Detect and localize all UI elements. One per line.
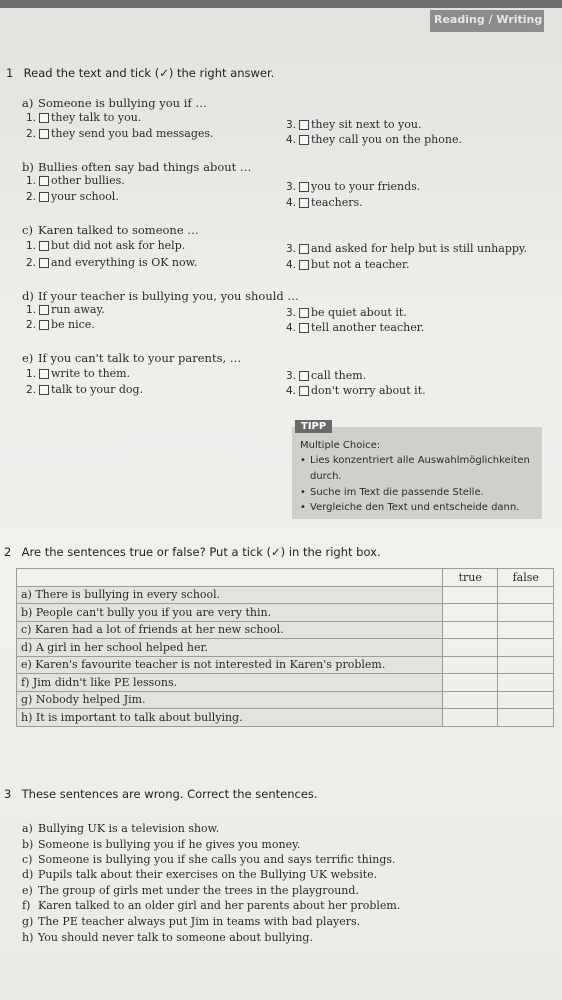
option-label: be nice. xyxy=(51,318,95,331)
question-text: Someone is bullying you if … xyxy=(38,96,207,110)
question-text: Bullies often say bad things about … xyxy=(38,160,252,174)
option-number: 4. xyxy=(285,384,296,397)
option-number: 1. xyxy=(25,111,36,124)
task3-heading xyxy=(4,787,318,801)
sentence-h xyxy=(22,931,313,944)
true-box[interactable] xyxy=(442,586,498,604)
sentence-text: The PE teacher always put Jim in teams with bad players. xyxy=(38,915,361,928)
option-number: 4. xyxy=(285,133,296,146)
sentence-c xyxy=(22,853,396,866)
false-box[interactable] xyxy=(498,691,554,709)
tipp-title: Multiple Choice: xyxy=(300,440,381,451)
question-text: If you can't talk to your parents, … xyxy=(38,351,242,365)
option-label: write to them. xyxy=(51,367,131,380)
option-d3[interactable] xyxy=(278,306,407,319)
sentence-text: The group of girls met under the trees in the playground. xyxy=(38,884,359,897)
option-number: 1. xyxy=(25,303,36,316)
sentence-text: You should never talk to someone about bullying. xyxy=(38,931,313,944)
sentence-text: Karen talked to an older girl and her parents about her problem. xyxy=(38,899,401,912)
task-number: 2 xyxy=(4,545,12,559)
true-box[interactable] xyxy=(442,674,498,692)
option-label: don't worry about it. xyxy=(311,384,426,397)
checkbox[interactable] xyxy=(39,192,49,202)
table-row xyxy=(17,691,554,709)
sentence-letter: a) xyxy=(22,822,33,835)
option-label: but not a teacher. xyxy=(311,258,410,271)
statement-cell: g) Nobody helped Jim. xyxy=(17,691,443,709)
table-row xyxy=(17,604,554,622)
header-label: Reading / Writing xyxy=(434,13,543,26)
question-b xyxy=(22,160,251,174)
option-number: 3. xyxy=(285,306,296,319)
checkbox[interactable] xyxy=(39,258,49,268)
option-a1[interactable] xyxy=(18,111,141,124)
sentence-letter: e) xyxy=(22,884,33,897)
tipp-item-text: durch. xyxy=(310,471,342,482)
question-letter: e) xyxy=(22,351,34,365)
sentence-letter: c) xyxy=(22,853,33,866)
option-label: they call you on the phone. xyxy=(311,133,462,146)
question-c xyxy=(22,223,199,237)
true-box[interactable] xyxy=(442,656,498,674)
option-a2[interactable] xyxy=(18,127,214,140)
checkbox[interactable] xyxy=(39,320,49,330)
table-row xyxy=(17,621,554,639)
sentence-g xyxy=(22,915,360,928)
statement-cell: b) People can't bully you if you are very thin. xyxy=(17,604,443,622)
option-label: talk to your dog. xyxy=(51,383,144,396)
option-label: and asked for help but is still unhappy. xyxy=(311,242,528,255)
checkbox[interactable] xyxy=(39,385,49,395)
table-header-row xyxy=(17,569,554,587)
header-false: false xyxy=(498,569,554,587)
checkbox[interactable] xyxy=(39,176,49,186)
tipp-item-text: Suche im Text die passende Stelle. xyxy=(310,487,484,498)
statement-cell: f) Jim didn't like PE lessons. xyxy=(17,674,443,692)
header-cell-empty xyxy=(17,569,443,587)
option-label: you to your friends. xyxy=(311,180,421,193)
checkbox[interactable] xyxy=(299,135,309,145)
option-number: 4. xyxy=(285,196,296,209)
question-letter: c) xyxy=(22,223,33,237)
checkbox[interactable] xyxy=(299,198,309,208)
sentence-letter: g) xyxy=(22,915,34,928)
true-box[interactable] xyxy=(442,691,498,709)
option-b2[interactable] xyxy=(18,190,119,203)
option-number: 1. xyxy=(25,367,36,380)
option-number: 4. xyxy=(285,321,296,334)
statement-cell: d) A girl in her school helped her. xyxy=(17,639,443,657)
tipp-item-1-cont xyxy=(300,471,342,482)
option-c2[interactable] xyxy=(18,256,197,269)
option-e3[interactable] xyxy=(278,369,366,382)
statement-cell: h) It is important to talk about bullying. xyxy=(17,709,443,727)
sentence-text: Someone is bullying you if she calls you and says terrific things. xyxy=(38,853,396,866)
option-d2[interactable] xyxy=(18,318,95,331)
false-box[interactable] xyxy=(498,656,554,674)
statement-cell: e) Karen's favourite teacher is not interested in Karen's problem. xyxy=(17,656,443,674)
option-number: 2. xyxy=(25,190,36,203)
option-label: tell another teacher. xyxy=(311,321,425,334)
option-b4[interactable] xyxy=(278,196,363,209)
option-e1[interactable] xyxy=(18,367,130,380)
option-d4[interactable] xyxy=(278,321,424,334)
question-a xyxy=(22,96,207,110)
question-text: Karen talked to someone … xyxy=(38,223,199,237)
option-label: teachers. xyxy=(311,196,363,209)
option-c1[interactable] xyxy=(18,239,185,252)
option-label: but did not ask for help. xyxy=(51,239,186,252)
checkbox[interactable] xyxy=(299,308,309,318)
sentence-letter: h) xyxy=(22,931,34,944)
option-number: 1. xyxy=(25,239,36,252)
sentence-letter: f) xyxy=(22,899,31,912)
sentence-f xyxy=(22,899,400,912)
sentence-b xyxy=(22,838,300,851)
sentence-a xyxy=(22,822,219,835)
option-b3[interactable] xyxy=(278,180,420,193)
option-label: they sit next to you. xyxy=(311,118,422,131)
true-false-table xyxy=(16,568,554,727)
table-row xyxy=(17,674,554,692)
option-number: 1. xyxy=(25,174,36,187)
option-label: be quiet about it. xyxy=(311,306,407,319)
sentence-e xyxy=(22,884,359,897)
checkbox[interactable] xyxy=(299,260,309,270)
false-box[interactable] xyxy=(498,639,554,657)
question-e xyxy=(22,351,241,365)
option-number: 3. xyxy=(285,369,296,382)
option-number: 3. xyxy=(285,180,296,193)
false-box[interactable] xyxy=(498,586,554,604)
option-label: and everything is OK now. xyxy=(51,256,198,269)
true-box[interactable] xyxy=(442,639,498,657)
table-row xyxy=(17,656,554,674)
option-number: 2. xyxy=(25,256,36,269)
question-letter: a) xyxy=(22,96,34,110)
checkbox[interactable] xyxy=(299,386,309,396)
option-number: 2. xyxy=(25,318,36,331)
table-row xyxy=(17,586,554,604)
option-d1[interactable] xyxy=(18,303,105,316)
checkbox[interactable] xyxy=(39,369,49,379)
option-number: 3. xyxy=(285,118,296,131)
question-letter: d) xyxy=(22,289,34,303)
true-box[interactable] xyxy=(442,621,498,639)
tipp-item-1: • Lies konzentriert alle Auswahlmöglichkeiten xyxy=(300,455,530,466)
question-letter: b) xyxy=(22,160,34,174)
option-label: run away. xyxy=(51,303,105,316)
option-e2[interactable] xyxy=(18,383,143,396)
option-label: call them. xyxy=(311,369,367,382)
sentence-text: Bullying UK is a television show. xyxy=(38,822,220,835)
task-number: 1 xyxy=(6,66,14,80)
question-d xyxy=(22,289,299,303)
option-number: 2. xyxy=(25,383,36,396)
checkbox[interactable] xyxy=(39,305,49,315)
checkbox[interactable] xyxy=(299,323,309,333)
checkbox[interactable] xyxy=(299,182,309,192)
statement-cell: a) There is bullying in every school. xyxy=(17,586,443,604)
option-e4[interactable] xyxy=(278,384,426,397)
tipp-tag: TIPP xyxy=(295,420,332,433)
checkbox[interactable] xyxy=(39,129,49,139)
false-box[interactable] xyxy=(498,621,554,639)
option-number: 4. xyxy=(285,258,296,271)
false-box[interactable] xyxy=(498,709,554,727)
option-number: 2. xyxy=(25,127,36,140)
task-instruction: Read the text and tick (✓) the right answer. xyxy=(23,66,275,80)
option-label: they send you bad messages. xyxy=(51,127,214,140)
sentence-text: Someone is bullying you if he gives you money. xyxy=(38,838,301,851)
sentence-text: Pupils talk about their exercises on the Bullying UK website. xyxy=(38,868,378,881)
option-a4[interactable] xyxy=(278,133,462,146)
tipp-item-text: Lies konzentriert alle Auswahlmöglichkeiten xyxy=(310,455,530,466)
question-text: If your teacher is bullying you, you should … xyxy=(38,289,299,303)
top-border xyxy=(0,0,562,8)
option-c3[interactable] xyxy=(278,242,527,255)
option-label: they talk to you. xyxy=(51,111,142,124)
tipp-item-2: • Suche im Text die passende Stelle. xyxy=(300,487,484,498)
option-label: other bullies. xyxy=(51,174,125,187)
table-row xyxy=(17,639,554,657)
table-row xyxy=(17,709,554,727)
checkbox[interactable] xyxy=(39,241,49,251)
header-true: true xyxy=(442,569,498,587)
tipp-item-text: Vergleiche den Text und entscheide dann. xyxy=(310,502,520,513)
statement-cell: c) Karen had a lot of friends at her new school. xyxy=(17,621,443,639)
true-box[interactable] xyxy=(442,709,498,727)
checkbox[interactable] xyxy=(299,120,309,130)
checkbox[interactable] xyxy=(299,371,309,381)
tipp-item-3: • Vergleiche den Text und entscheide dann. xyxy=(300,502,520,513)
task1-heading xyxy=(6,66,274,80)
true-box[interactable] xyxy=(442,604,498,622)
sentence-d xyxy=(22,868,377,881)
checkbox[interactable] xyxy=(39,113,49,123)
task-number: 3 xyxy=(4,787,12,801)
sentence-letter: d) xyxy=(22,868,34,881)
option-c4[interactable] xyxy=(278,258,410,271)
task2-heading xyxy=(4,545,381,559)
false-box[interactable] xyxy=(498,674,554,692)
false-box[interactable] xyxy=(498,604,554,622)
checkbox[interactable] xyxy=(299,244,309,254)
task-instruction: Are the sentences true or false? Put a tick (✓) in the right box. xyxy=(21,545,381,559)
option-label: your school. xyxy=(51,190,119,203)
sentence-letter: b) xyxy=(22,838,34,851)
option-b1[interactable] xyxy=(18,174,125,187)
option-a3[interactable] xyxy=(278,118,421,131)
option-number: 3. xyxy=(285,242,296,255)
task-instruction: These sentences are wrong. Correct the sentences. xyxy=(21,787,318,801)
